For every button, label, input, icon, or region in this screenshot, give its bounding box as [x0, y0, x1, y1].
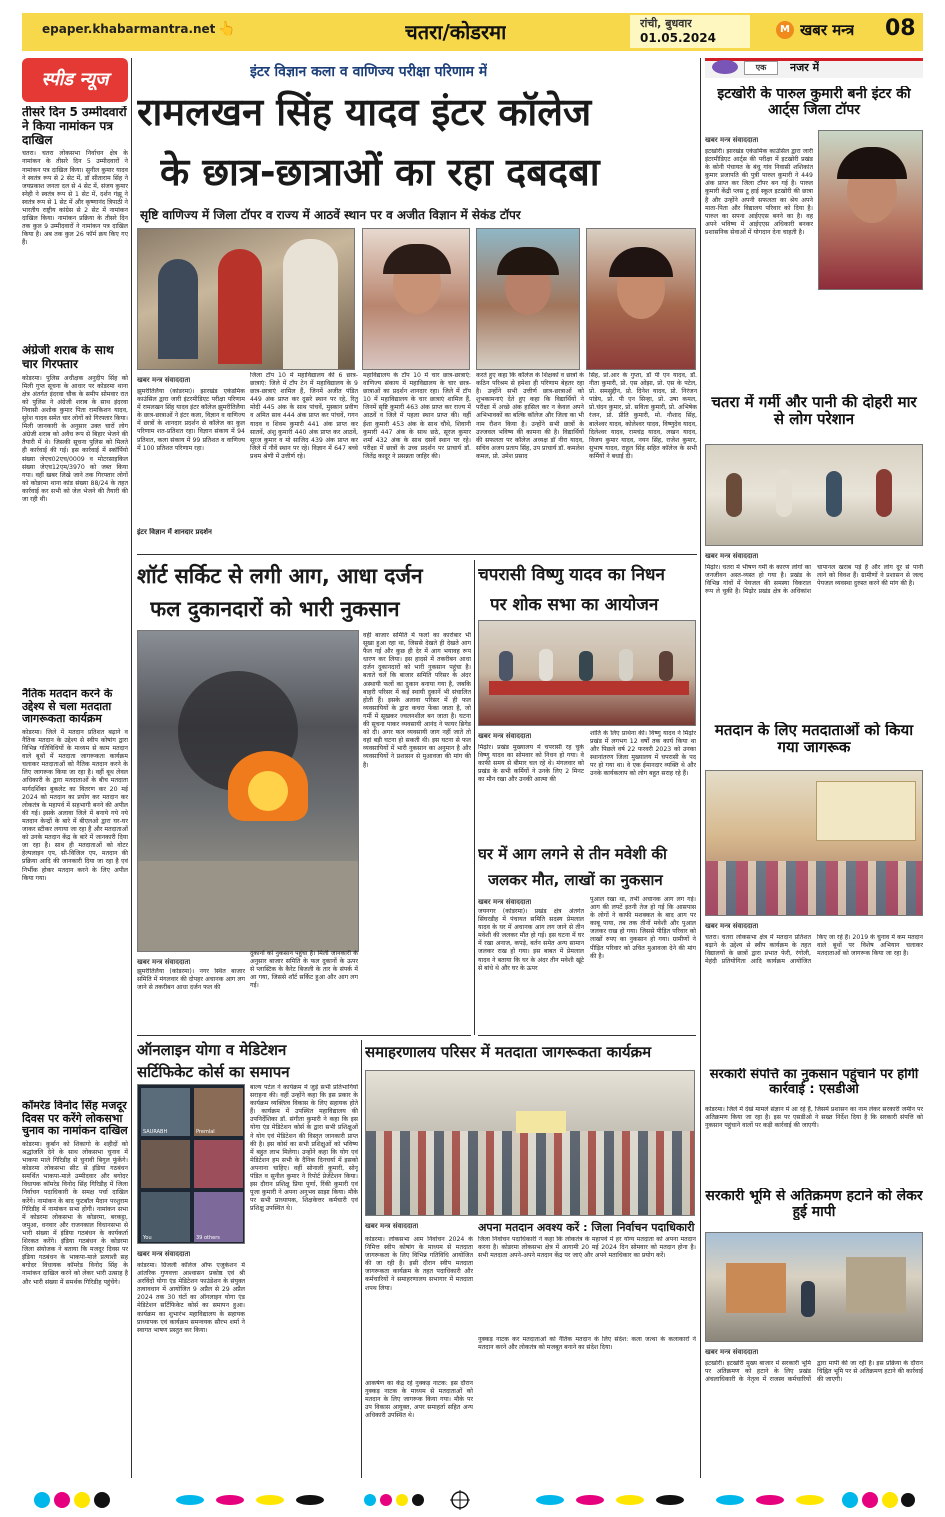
right-item-5-title: सरकारी भूमि से अतिक्रमण हटाने को लेकर हुई मापी	[705, 1188, 923, 1221]
video-tile	[194, 1088, 243, 1136]
cattle-body-b: पुआल रखा था, तभी अचानक आग लग गई। आग की लपटें इतनी तेज हो गई कि आसपास के लोगों ने काफी मशक्कत के बाद आग पर काबू पाया, तब तक तीनों मवेशी और पुआल जलकर राख हो गया। जिससे पीड़ित परिवार को लाखों रुपए का नुकसान हो गया। ग्रामीणों ने पीड़ित परिवार को उचित मुआवजा देने की मांग की है।	[590, 896, 696, 960]
right-item-3-byline: खबर मन्त्र संवाददाता	[705, 922, 759, 930]
section-title: चतरा/कोडरमा	[405, 20, 507, 44]
photo-topper-1	[362, 228, 470, 370]
right-item-1-title: इटखोरी के पारुल कुमारी बनी इंटर की आर्ट्स जिला टॉपर	[717, 86, 911, 119]
banner-title: नजर में	[790, 61, 820, 74]
cursor-icon: 👆	[218, 21, 236, 37]
brand-logo-icon: M	[776, 21, 794, 39]
video-tile	[141, 1140, 190, 1188]
fire-headline-line1: शॉर्ट सर्किट से लगी आग, आधा दर्जन	[137, 564, 423, 588]
awareness-body-b: जिला निर्वाचन पदाधिकारी ने कहा कि लोकतंत्र के महापर्व में हर योग्य मतदाता को अपना मतदान करना है। कोडरमा लोकसभा क्षेत्र में आगामी 20 मई 2024 दिन सोमवार को मतदान होना है। सभी मतदाता अपने-अपने मतदान केंद्र पर जाएं और अपने मताधिकार का प्रयोग करें।	[478, 1236, 696, 1260]
speed-item-body: कोडरमा। पुलिस अधीक्षक अनुदीप सिंह को मिली गुप्त सूचना के आधार पर कोडरमा थाना क्षेत्र अंतर्गत इंदरवा चौक के समीप सोमवार रात को पुलिस ने अंग्रेजी शराब के साथ इंदरवा निवासी अशोक कुमार पिता रामकिशन यादव, सुरेश यादव समेत चार लोगों को गिरफ्तार किया। मिली जानकारी के अनुसार उक्त चारों लोग अंग्रेजी शराब को अवैध रूप से बिहार भेजने की तैयारी में थे। जिसकी सूचना पुलिस को मिलते ही कार्रवाई की गई। इस कार्रवाई में स्कॉर्पियो संख्या जेएच02एच/0009 व मोटरसाइकिल संख्या जेएच12एम/3970 को जब्त किया गया। वहीं खबर लिखे जाने तक गिरफ्तार लोगों को कोडरमा थाना कांड संख्या 88/24 के तहत कार्रवाई कर सभी को जेल भेजने की तैयारी की जा रही थी।	[22, 374, 128, 503]
lead-body-col2: जिला टॉप 10 में महाविद्यालय की 6 छात्र-छात्राएं: जिले में टॉप टेन में महाविद्यालय के 9 छात्र-छात्राएं शामिल हैं, जिनमें अजीत पंडित 449 अंक प्राप्त कर दूसरे स्थान पर रहे, रितु मोदी 445 अंक के साथ पांचवें, मुस्कान प्रवीण व अमित साव 444 अंक प्राप्त कर पांचवें, गगन यादव व शिवम कुमारी 441 अंक प्राप्त कर सातवें, अंशु कुमारी 440 अंक प्राप्त कर आठवें, सूरज कुमार व मो साजिद 439 अंक प्राप्त कर जिले में नौवें स्थान पर रहे। विज्ञान में 647 बच्चे प्रथम श्रेणी में उत्तीर्ण रहे।	[250, 372, 358, 460]
yoga-byline: खबर मन्त्र संवाददाता	[137, 1250, 191, 1258]
city-day: रांची, बुधवार	[640, 17, 692, 30]
photo-condolence-meeting	[478, 620, 696, 726]
speed-item-body: चतरा। चतरा लोकसभा निर्वाचन क्षेत्र के नामांकन के तीसरे दिन 5 उम्मीदवारों ने नामांकन पत्र दाखिल किया। सुनील कुमार यादव ने स्वतंत्र रूप से 2 सेट में, डॉ सीताराम सिंह ने जयप्रकाश जनता दल से 4 सेट में, संजय कुमार स्नेही ने स्वतंत्र रूप से 1 सेट में, दर्शन गंझू ने स्वतंत्र रूप से 1 सेट में और कृष्णानंद त्रिपाठी ने भारतीय राष्ट्रीय कांग्रेस से 2 सेट में नामांकन दाखिल किया। नामांकन प्रक्रिया के तीसरे दिन तक कुल 9 उम्मीदवारों ने नामांकन पत्र दाखिल किया है। अब तक कुल 26 फॉर्म क्रय किए गए हैं।	[22, 150, 128, 247]
fire-headline-line2: फल दुकानदारों को भारी नुकसान	[150, 597, 400, 621]
lead-kicker: इंटर विज्ञान कला व वाणिज्य परीक्षा परिणाम में	[250, 64, 488, 80]
lead-body-col1: झुमरीतिलैया (कोडरमा)। झारखंड एकेडमिक काउंसिल द्वारा जारी इंटरमीडिएट परीक्षा परिणाम में रामलखन सिंह यादव इंटर कॉलेज झुमरीतिलैया के छात्र-छात्राओं ने इंटर कला, विज्ञान व वाणिज्य में छात्रों के शानदार प्रदर्शन से कॉलेज का कुल परिणाम शत-प्रतिशत रहा। विज्ञान संकाय में 94 प्रतिशत, कला संकाय में 99 प्रतिशत व वाणिज्य में 100 प्रतिशत परिणाम रहा।	[137, 388, 245, 452]
speed-item-1	[22, 106, 128, 344]
photo-parul-kumari	[818, 130, 923, 290]
video-tile	[194, 1192, 243, 1242]
photo-market-fire	[137, 630, 359, 952]
speed-item-title: नैतिक मतदान करने के उद्देश्य से चला मतदाता जागरूकता कार्यक्रम	[22, 688, 113, 726]
yoga-body-a: कोडरमा। ग्रिजली कॉलेज ऑफ एजुकेशन में आंतरिक गुणवत्ता आश्वासन प्रकोष्ठ एवं श्री अरविंदो योगा एंड मेडिटेशन फाउंडेशन के संयुक्त तत्वावधान में आयोजित 9 अप्रैल से 29 अप्रैल 2024 तक 30 घंटों का ऑनलाइन योगा एंड मेडिटेशन सर्टिफिकेट कोर्स का समापन हुआ। कार्यक्रम का शुभारंभ महाविद्यालय के सहायक प्राध्यापक एवं कार्यक्रम समन्वयक सौरभ शर्मा ने स्वागत भाषण प्रस्तुत कर किया।	[137, 1262, 245, 1334]
awareness-byline: खबर मन्त्र संवाददाता	[365, 1222, 419, 1230]
mid-column-divider	[474, 560, 475, 1035]
photo-heat-water-crisis	[705, 444, 923, 546]
lead-body-col4: करते हुए कहा कि कॉलेज के शिक्षकों व छात्रों के कठिन परिश्रम से हमेशा ही परिणाम बेहतर रहा है। उन्होंने सभी उत्तीर्ण छात्र-छात्राओं को शुभकामनाएं देते हुए कहा कि विद्यार्थियों ने परीक्षा में अच्छे अंक हासिल कर न केवल अपने अभिभावकों का बल्कि कॉलेज और जिला का भी नाम रौशन किया है। उन्होंने सभी छात्रों के उज्जवल भविष्य की कामना की है। विद्यार्थियों की सफलता पर कॉलेज अध्यक्ष डॉ नीरा यादव, सचिव अजय प्रताप सिंह, उप प्राचार्य डॉ. कमलेश कमल, प्रो. उमेश प्रसाद	[476, 372, 584, 460]
yoga-headline-line2: सर्टिफिकेट कोर्स का समापन	[137, 1063, 290, 1081]
cattle-byline: खबर मन्त्र संवाददाता	[478, 898, 532, 906]
condolence-byline: खबर मन्त्र संवाददाता	[478, 732, 532, 740]
page-number: 08	[885, 16, 916, 41]
condolence-headline-line1: चपरासी विष्णु यादव का निधन	[478, 565, 665, 585]
yoga-headline-line1: ऑनलाइन योगा व मेडिटेशन	[137, 1041, 287, 1059]
right-item-2-title: चतरा में गर्मी और पानी की दोहरी मार से लोग परेशान	[711, 394, 917, 429]
cattle-headline-line1: घर में आग लगने से तीन मवेशी की	[478, 845, 667, 863]
speed-item-title: तीसरे दिन 5 उम्मीदवारों ने किया नामांकन पत्र दाखिल	[22, 106, 127, 147]
photo-topper-3	[586, 228, 696, 370]
video-tile-name: You	[143, 1235, 152, 1241]
video-tile	[194, 1140, 243, 1188]
issue-date: 01.05.2024	[640, 31, 716, 45]
fire-body-c: वहीं बाजार समिति में फलों का कारोबार भी सूखा हुआ रहा था, जिससे देखते ही देखते आग फैल गई और कुछ ही देर में आग भयावह रूप धारण कर लिया। इस हादसे में तकरीबन आधा दर्जन दुकानदारों को भारी नुकसान पहुंचा है। बताते चलें कि बाजार समिति परिसर के अंदर अस्थायी फलों का दुकान बनाया गया है, जबकि बाहरी परिसर में कई स्थायी दुकानें भी संचालित होती हैं। इसके अलावा परिसर में ही फल व्यवसायियों के द्वारा कचरा फेंका जाता है, जो गर्मी में सूखकर ज्वलनशील बन जाता है। घटना की सूचना पाकर व्यवसायी आनंद ने फायर ब्रिगेड को दी। अगर फल व्यवसायी जाग नहीं जाते तो वहां बड़ी घटना हो सकती थी। इस घटना से फल व्यवसायियों में भारी नुकसान का अनुमान है और व्यवसायियों ने प्रशासन से मुआवजा की मांग की है।	[363, 632, 471, 769]
video-tile	[141, 1192, 190, 1242]
photo-video-call-grid	[137, 1084, 245, 1244]
registration-marks	[30, 1488, 915, 1512]
right-item-3-title: मतदान के लिए मतदाताओं को किया गया जागरूक	[714, 722, 914, 757]
speed-item-body: कोडरमा। कुर्बान को शिकागो के शहीदों को श्रद्धांजलि देने के साथ लोकसभा चुनाव में भाकपा माले गिरिडीह से चुनावी बिगुल फूंकेंगे। कोडरमा लोकसभा सीट से इंडिया गठबंधन समर्थित भाकपा-माले उम्मीदवार और बगोदर विधायक कॉमरेड विनोद सिंह गिरिडीह में जिला निर्वाचन पदाधिकारी के समक्ष पर्चा दाखिल करेंगे। नामांकन के बाद फुटबॉल मैदान परशुराम गिरिडीह में नामांकन सभा होगी। नामांकन सभा में कोडरमा लोकसभा के कोडरमा, बरकट्ठा, जमुआ, धनवार और राजनकाल विधानसभा से भारी संख्या में इंडिया गठबंधन के कार्यकर्ता शिरकत करेंगे। इंडिया गठबंधन के कोडरमा जिला संयोजक ने बताया कि मजदूर दिवस पर इंडिया गठबंधन के भाकपा-माले प्रत्याशी सह बगोदर विधायक कॉमरेड विनोद सिंह के नामांकन दाखिल करने को लेकर भारी उत्साह है और भारी संख्या में समर्थक गिरिडीह पहुंचेंगे।	[22, 1140, 128, 1286]
right-item-4-body: कोडरमा। जिले में देखे मामले संज्ञान में आ रहे हैं, जिसमें प्रशासन का नाम लेकर सरकारी जमीन पर अतिक्रमण किया जा रहा है। इस पर एसडीओ ने सख्त निर्देश दिया है कि सरकारी संपत्ति को नुकसान पहुंचाने वालों पर कड़ी कार्रवाई की जाएगी।	[705, 1106, 923, 1130]
yoga-divider	[361, 1040, 362, 1478]
brand-name: खबर मन्त्र	[800, 21, 855, 39]
awareness-subhead: अपना मतदान अवश्य करें : जिला निर्वाचन पदाधिकारी	[478, 1221, 695, 1234]
photo-voter-awareness-rally	[705, 770, 923, 916]
right-item-3-body: चतरा। चतरा लोकसभा क्षेत्र में मतदान प्रतिशत बढ़ाने के उद्देश्य से स्वीप कार्यक्रम के तहत विद्यालयों के छात्रों द्वारा प्रभात फेरी, रंगोली, मेहंदी प्रतियोगिता आदि कार्यक्रम आयोजित किए जा रहे हैं। 2019 के चुनाव में कम मतदान वाले बूथों पर विशेष अभियान चलाकर मतदाताओं को जागरूक किया जा रहा है।	[705, 934, 923, 966]
condolence-headline-line2: पर शोक सभा का आयोजन	[490, 595, 659, 615]
right-item-5-byline: खबर मन्त्र संवाददाता	[705, 1348, 759, 1356]
video-tile	[141, 1088, 190, 1136]
speed-news-logo-text: स्पीड न्यूज	[41, 69, 109, 90]
speed-item-2	[22, 344, 128, 682]
masthead-url[interactable]: epaper.khabarmantra.net	[42, 22, 216, 36]
video-tile-name: SAURABH	[143, 1129, 168, 1135]
lead-byline: खबर मन्त्र संवाददाता	[137, 376, 191, 384]
lead-headline-line2: के छात्र-छात्राओं का रहा दबदबा	[160, 150, 600, 194]
fire-byline: खबर मन्त्र संवाददाता	[137, 958, 191, 966]
lead-body-col3: महाविद्यालय के टॉप 10 में चार छात्र-छात्राएं: वाणिज्य संकाय में महाविद्यालय के चार छात्र-छात्राओं का प्रदर्शन शानदार रहा। जिले में टॉप 10 में महाविद्यालय के चार छात्राएं शामिल हैं, जिनमें सृष्टि कुमारी 463 अंक प्राप्त कर राज्य में आठवें व जिले में पहला स्थान प्राप्त की। वहीं ईशा कुमारी 453 अंक के साथ चौथे, शिवानी कुमारी 447 अंक के साथ छठे, सूरज कुमार शर्मा 432 अंक के साथ दसवें स्थान पर रहे। परीक्षा में छात्रों के उच्च प्रदर्शन पर प्राचार्य डॉ. जितेंद्र कादूर ने प्रसन्नता जाहिर की।	[363, 372, 471, 460]
cattle-body-a: जयनगर (कोडरमा)। प्रखंड क्षेत्र अंतर्गत सिंघरडीह में पंचायत समिति सदस्य प्रेमलाल यादव के घर में अचानक आग लग जाने से तीन मवेशी की जलकर मौत हो गई। इस घटना में घर में रखा अनाज, कपड़े, बर्तन समेत अन्य सामान जलकर राख हो गया। इस बाबत में प्रेमलाल यादव ने बताया कि घर के अंदर तीन मवेशी खूंटे से बांधे थे और घर के ऊपर	[478, 908, 584, 972]
awareness-headline: समाहरणालय परिसर में मतदाता जागरूकता कार्यक्रम	[365, 1043, 652, 1061]
lead-headline-line1: रामलखन सिंह यादव इंटर कॉलेज	[137, 90, 592, 134]
fire-bottom-rule	[137, 1035, 471, 1036]
speed-item-3	[22, 688, 128, 1096]
banner-tag: एक	[744, 61, 778, 75]
right-item-2-byline: खबर मन्त्र संवाददाता	[705, 552, 759, 560]
speed-item-4	[22, 1100, 128, 1478]
lead-photo-caption: इंटर विज्ञान में शानदार प्रदर्शन	[137, 528, 212, 536]
video-tile-name: Premlal	[196, 1129, 215, 1135]
eye-icon	[712, 60, 738, 74]
right-item-4-title: सरकारी संपत्ति का नुकसान पहुंचाने पर होगी कार्रवाई : एसडीओ	[709, 1068, 919, 1097]
cattle-headline-line2: जलकर मौत, लाखों का नुकसान	[488, 871, 663, 889]
awareness-body-c: आकर्षण का केंद्र रहे नुक्कड़ नाटक: इस दौरान नुक्कड़ नाटक के माध्यम से मतदाताओं को मतदान के लिए जागरूक किया गया। मौके पर उप विकास आयुक्त, अपर समाहर्ता सहित अन्य अधिकारी उपस्थित थे।	[365, 1380, 473, 1420]
fire-body-b: दुकानों को नुकसान पहुंचा है। मिली जानकारी के अनुसार बाजार समिति के फल दुकानों के ऊपर से प्लास्टिक के कैरेट बिजली के तार के संपर्क में आ गया, जिससे शॉर्ट सर्किट हुआ और आग लग गई।	[250, 950, 358, 990]
right-column-divider	[700, 58, 701, 1478]
lead-body-col5: सिंह, प्रो.आर के गुप्ता, डॉ पी एन यादव, डॉ. नीता कुमारी, प्रो. एस ओझा, प्रो. एस के पटेल, प्रो. समसुद्दीन, प्रो. दिनेश यादव, प्रो. निरंजन पांडेय, प्रो. पी एन सिन्हा, प्रो. उषा कमल, प्रो.चंदन कुमार, प्रो. सविता कुमारी, प्रो. अभिषेक रंजन, प्रो. प्रीति कुमारी, मो. नौशाद सिंह, बालेश्वर यादव, कोलेश्वर यादव, विष्णुदेव यादव, दिलेश्वर यादव, रामचंद्र यादव, लखन यादव, विजय कुमार यादव, नयन सिंह, राजेश कुमार, सुभाष यादव, राहुल सिंह सहित कॉलेज के सभी कर्मियों ने बधाई दी।	[589, 372, 697, 460]
left-column-divider	[131, 58, 132, 1478]
photo-encroachment-measurement	[705, 1232, 923, 1342]
speed-item-body: कोडरमा। जिले में मतदान प्रतिशत बढ़ाने व नैतिक मतदान के उद्देश्य से स्वीप कोषांग द्वारा विभिन्न गतिविधियों के माध्यम से काम मतदान वाले बूथों में मतदाता जागरूकता कार्यक्रम चलाकर मतदाताओं को नैतिक मतदान करने के लिए जागरूक किया जा रहा है। वहीं बूथ लेवल अधिकारी के द्वारा मतदाताओं के बीच मतदाता मार्गदर्शिका बुकलेट का वितरण कर 20 मई 2024 को मतदान का प्रयोग कर मतदान कर लोकतंत्र के महापर्व में सहभागी बनने की अपील की गई। इसके अलावा जिले में बनाये गये नये मतदान केन्द्रों के बारे में बीएलओ द्वारा घर-घर जाकर स्टीकर लगाया जा रहा है और मतदाताओं को उनके मतदान केंद्र के बारे में जानकारी दिया जा रहा है। साथ ही मतदाताओं को वोटर हेल्पलाइन एप, सी-विजिल एप, मतदान की प्रक्रिया आदि की जानकारी दिया जा रहा है एवं निर्भीक होकर मतदान करने के लिए अपील किया गया।	[22, 728, 128, 882]
speed-item-title: कॉमरेड विनोद सिंह मजदूर दिवस पर करेंगे लोकसभा चुनाव का नामांकन दाखिल	[22, 1100, 128, 1138]
speed-item-title: अंग्रेजी शराब के साथ चार गिरफ्तार	[22, 344, 114, 371]
lead-bottom-rule	[137, 554, 697, 555]
right-item-5-body: इटखोरी। इटखोरी मुख्य बाजार में सरकारी भूमि पर अतिक्रमण को हटाने के लिए प्रखंड अंचलाधिकारी के नेतृत्व में राजस्व कर्मचारियों द्वारा मापी की जा रही है। इस प्रक्रिया के दौरान चिह्नित भूमि पर से अतिक्रमण हटाने की कार्रवाई की जाएगी।	[705, 1360, 923, 1384]
awareness-body-d: नुक्कड़ नाटक कर मतदाताओं को नैतिक मतदान के लिए संदेश: कला जत्था के कलाकारों ने मतदान करने और लोकतंत्र को मजबूत बनाने का संदेश दिया।	[478, 1336, 696, 1352]
yoga-body-b: बाल्य पटेल ने कार्यक्रम में जुड़े सभी प्रतिभागियों सराहना की। वहीं उन्होंने कहा कि इस प्रकार के कार्यक्रम व्यक्तित्व विकास के लिए सहायक होते हैं। कार्यक्रम में उपस्थित महाविद्यालय की उपनिर्देशिका डॉ. संगीता कुमारी ने कहा कि इस योगा एंड मेडिटेशन कोर्स के द्वारा सभी प्रशिक्षुओं ने योग एवं मेडिटेशन की विस्तृत जानकारी प्राप्त की है। इस कोर्स का सभी प्रशिक्षुओं को भविष्य में बहुत लाभ मिलेगा। उन्होंने कहा कि योग एवं मेडिटेशन हम सभी के दैनिक दिनचर्या में इसको अपनाना चाहिए। वहीं सोनाली कुमारी, सोनू पंडित व सुनील कुमार ने रिपोर्ट प्रेजेंटेशन किया। इस दौरान प्रशिक्षु प्रिया पूर्णा, रिंकी कुमारी एवं पूजा कुमारी ने अपना अनुभव साझा किया। मौके पर सभी प्राध्यापक, शिक्षकेत्तर कर्मचारी एवं प्रशिक्षु उपस्थित थे।	[250, 1084, 358, 1213]
awareness-body-a: कोडरमा। लोकसभा आम निर्वाचन 2024 के निमित्त स्वीप कोषांग के माध्यम से मतदाता जागरूकता के लिए विभिन्न गतिविधि आयोजित की जा रही है। इसी दौरान स्वीप मतदाता जागरूकता कार्यक्रम के तहत पदाधिकारी और कर्मचारियों ने समाहरणालय सभागार में मतदाता शपथ लिया।	[365, 1236, 473, 1292]
video-tile-name: 39 others	[196, 1235, 220, 1241]
condolence-body-a: मिढ़ोर। प्रखंड मुख्यालय में चपरासी रह चुके विष्णु यादव का सोमवार को निधन हो गया। वे काफी समय से बीमार चल रहे थे। मंगलवार को प्रखंड के सभी कर्मियों ने उनके लिए 2 मिनट का मौन रखा और उनकी आत्मा की	[478, 744, 584, 784]
lead-subhead: सृष्टि वाणिज्य में जिला टॉपर व राज्य में आठवें स्थान पर व अजीत विज्ञान में सेकंड टॉपर	[140, 208, 521, 222]
photo-collectorate-awareness	[365, 1070, 695, 1216]
right-item-1-body: इटखोरी। झारखंड एकेडमिक काउंसिल द्वारा जारी इंटरमीडिएट आर्ट्स की परीक्षा में इटखोरी प्रखंड के कोनी पंचायत के बंधु गांव निवासी शशिकांत कुमार प्रजापति की पुत्री पारुल कुमारी ने 449 अंक प्राप्त कर जिला टॉपर बन गई है। पारुल कुमारी केंद्री प्लस टू हाई स्कूल इटखोरी की छात्रा है और उन्होंने अपनी सफलता का श्रेय अपने माता-पिता और विद्यालय परिवार को दिया है। पारुल का सपना आईएएस बनने का है। वह अपने भविष्य में आईएएस अधिकारी बनकर प्रशासनिक सेवाओं में योगदान देना चाहती है।	[705, 148, 813, 236]
cattle-bottom-rule	[478, 1035, 696, 1036]
registration-marks-svg	[30, 1488, 915, 1512]
fire-body-a: झुमरीतिलैया (कोडरमा)। नगर स्थित बाजार समिति में मंगलवार की दोपहर अचानक आग लग जाने से तकरीबन आधा दर्जन फल की	[137, 968, 245, 992]
photo-chief-guest-group	[137, 228, 355, 370]
photo-topper-2	[476, 228, 580, 370]
right-item-1-byline: खबर मन्त्र संवाददाता	[705, 136, 759, 144]
right-item-2-body: मिढ़ोर। चतरा में भीषण गर्मी के कारण लोगों का जनजीवन अस्त-व्यस्त हो गया है। प्रखंड के विभिन्न गांवों में पेयजल की समस्या विकराल रूप ले चुकी है। मिढ़ोर प्रखंड क्षेत्र के अधिकांश चापानल खराब पड़े हैं और लोग दूर से पानी लाने को विवश हैं। ग्रामीणों ने प्रशासन से जल्द पेयजल व्यवस्था दुरुस्त करने की मांग की है।	[705, 564, 923, 596]
speed-news-logo	[22, 58, 128, 102]
condolence-body-b: शांति के लिए प्रार्थना की। विष्णु यादव ने मिढ़ोर प्रखंड में लगभग 12 वर्षों तक कार्य किया था और पिछले वर्ष 22 फरवरी 2023 को उनका स्थानांतरण जिला मुख्यालय में चपरासी के पद पर हो गया था। वे एक ईमानदार व्यक्ति थे और उनके कार्यकलाप को लोग बहुत सराह रहे हैं।	[590, 730, 696, 778]
